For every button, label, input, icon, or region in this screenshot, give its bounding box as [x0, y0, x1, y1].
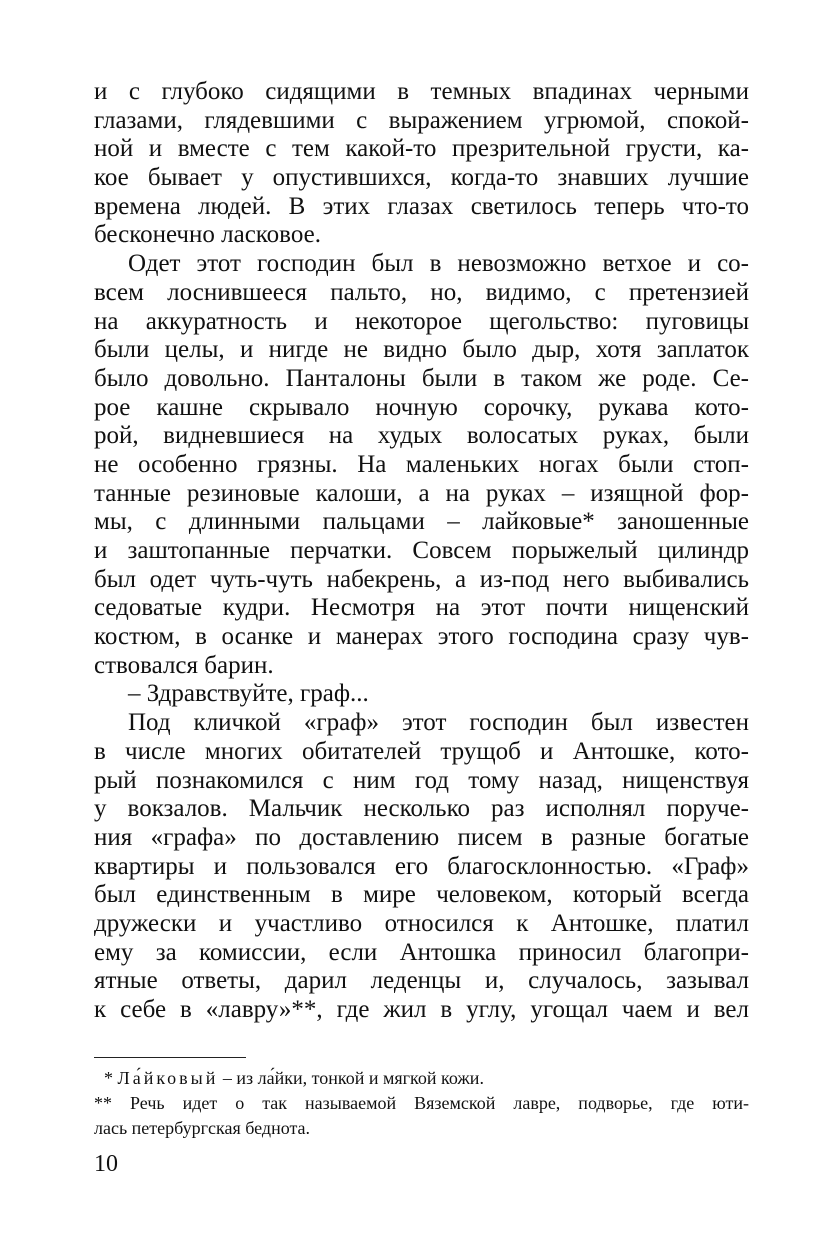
footnote-1 — [94, 1066, 749, 1091]
text-line: танные резиновые калоши, а на руках – изящной фор- — [94, 479, 749, 507]
page-number: 10 — [94, 1151, 118, 1177]
main-text — [94, 78, 749, 1025]
text-line: не особенно грязны. На маленьких ногах были стоп- — [94, 450, 749, 478]
text-line: дружески и участливо относился к Антошке, платил — [94, 909, 749, 937]
dialogue-line: – Здравствуйте, граф... — [128, 680, 369, 708]
text-line: ной и вместе с тем какой-то презрительной грусти, ка- — [94, 135, 749, 163]
text-line: в числе многих обитателей трущоб и Антошке, кото- — [94, 737, 749, 765]
text-line: костюм, в осанке и манерах этого господина сразу чув- — [94, 623, 749, 651]
text-line: был одет чуть-чуть набекрень, а из-под него выбивались — [94, 565, 749, 593]
text-line: ния «графа» по доставлению писем в разные богатые — [94, 823, 749, 851]
text-line: бесконечно ласковое. — [94, 221, 321, 249]
text-line: рое кашне скрывало ночную сорочку, рукава кото- — [94, 393, 749, 421]
footnote-dash: – — [222, 1068, 232, 1088]
footnotes — [94, 1066, 749, 1141]
footnote-term: Ла́йковый — [117, 1068, 219, 1088]
footnote-marker: * — [104, 1068, 113, 1088]
text-line: было довольно. Панталоны были в таком же роде. Се- — [94, 364, 749, 392]
text-line: квартиры и пользовался его благосклонностью. «Граф» — [94, 852, 749, 880]
footnote-definition: из ла́йки, тонкой и мягкой кожи. — [236, 1068, 484, 1088]
text-line: ему за комиссии, если Антошка приносил благопри- — [94, 938, 749, 966]
text-line: к себе в «лавру»**, где жил в углу, угощал чаем и вел — [94, 996, 749, 1023]
text-line: мы, с длинными пальцами – лайковые* заношенные — [94, 508, 749, 536]
text-line: был единственным в мире человеком, который всегда — [94, 881, 749, 909]
text-line: и заштопанные перчатки. Совсем порыжелый цилиндр — [94, 537, 749, 564]
text-line: ятные ответы, дарил леденцы и, случалось, зазывал — [94, 967, 749, 995]
text-line: ствовался барин. — [94, 651, 274, 679]
text-line: у вокзалов. Мальчик несколько раз исполнял поруче- — [94, 795, 749, 823]
footnote-separator — [94, 1057, 246, 1058]
text-line: седоватые кудри. Несмотря на этот почти нищенский — [94, 594, 749, 622]
text-line: на аккуратность и некоторое щегольство: пуговицы — [94, 307, 749, 335]
text-line: всем лоснившееся пальто, но, видимо, с претензией — [94, 278, 749, 306]
footnote-2-line-2: лась петербургская беднота. — [94, 1118, 311, 1138]
text-line: рой, видневшиеся на худых волосатых руках, были — [94, 422, 749, 450]
footnote-2-line-1: ** Речь идет о так называемой Вяземской лавре, подворье, где юти- — [94, 1093, 749, 1113]
text-line: времена людей. В этих глазах светилось теперь что-то — [94, 192, 749, 220]
text-line: кое бывает у опустившихся, когда-то знавших лучшие — [94, 164, 749, 192]
text-line: Одет этот господин был в невозможно ветхое и со- — [128, 250, 749, 278]
text-line: и с глубоко сидящими в темных впадинах черными — [94, 78, 749, 105]
text-line: были целы, и нигде не видно было дыр, хотя заплаток — [94, 336, 749, 364]
text-line: рый познакомился с ним год тому назад, нищенствуя — [94, 766, 749, 794]
text-line: Под кличкой «граф» этот господин был известен — [128, 709, 749, 737]
text-line: глазами, глядевшими с выражением угрюмой, спокой- — [94, 106, 749, 134]
